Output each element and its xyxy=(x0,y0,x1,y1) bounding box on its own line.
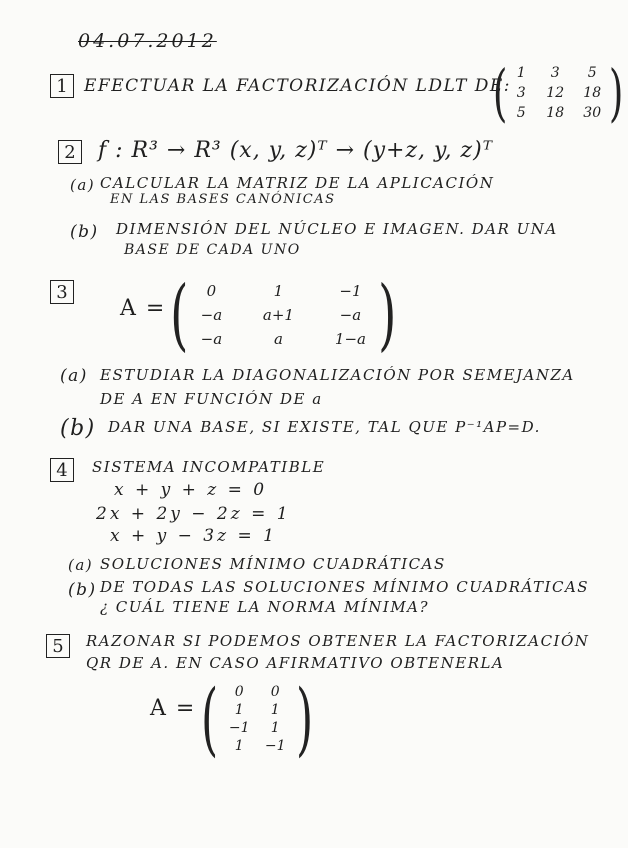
problem-5-number: 5 xyxy=(46,634,70,658)
problem-4-eq1: x + y + z = 0 xyxy=(114,480,268,500)
problem-4-number: 4 xyxy=(50,458,74,482)
matrix-cell: −1 xyxy=(228,719,250,736)
matrix-cell: 30 xyxy=(583,104,602,121)
left-paren: ( xyxy=(170,270,189,360)
matrix-cell: −1 xyxy=(339,282,362,300)
matrix-cell: 0 xyxy=(234,683,244,700)
matrix-cell: 5 xyxy=(587,64,597,81)
matrix-cell: 3 xyxy=(550,64,560,81)
problem-2b-text: DIMENSIÓN DEL NÚCLEO E IMAGEN. DAR UNA xyxy=(116,220,558,238)
problem-2-map: f : R³ → R³ (x, y, z)ᵀ → (y+z, y, z)ᵀ xyxy=(98,138,493,163)
matrix-cell: 18 xyxy=(546,104,565,121)
matrix-cell: a xyxy=(273,330,283,348)
matrix-cell: 0 xyxy=(206,282,217,300)
problem-2-number: 2 xyxy=(58,140,82,164)
matrix-cell: 0 xyxy=(270,683,280,700)
right-paren: ) xyxy=(378,270,397,360)
problem-3-number: 3 xyxy=(50,280,74,304)
matrix-cell: −1 xyxy=(264,737,286,754)
problem-1-matrix xyxy=(488,56,628,129)
left-paren: ( xyxy=(492,56,508,129)
matrix-cell: 1 xyxy=(273,282,284,300)
matrix-cell: 1−a xyxy=(334,330,366,348)
problem-4-eq2: 2x + 2y − 2z = 1 xyxy=(96,504,291,524)
matrix-cell: 3 xyxy=(516,84,526,101)
date: 04.07.2012 xyxy=(78,30,217,52)
problem-3a-text-line2: DE A EN FUNCIÓN DE a xyxy=(100,390,323,408)
matrix-cell: 1 xyxy=(270,719,280,736)
matrix-cell: 1 xyxy=(234,737,244,754)
matrix-cell: 1 xyxy=(234,701,244,718)
problem-3b-text: DAR UNA BASE, SI EXISTE, TAL QUE P⁻¹AP=D. xyxy=(108,418,541,436)
problem-5-text-line2: QR DE A. EN CASO AFIRMATIVO OBTENERLA xyxy=(86,654,505,672)
problem-4b-label: (b) xyxy=(68,580,97,600)
matrix-cell: 1 xyxy=(270,701,280,718)
problem-4b-text-line2: ¿ CUÁL TIENE LA NORMA MÍNIMA? xyxy=(100,598,430,616)
matrix-cell: 1 xyxy=(516,64,526,81)
problem-4-eq3: x + y − 3z = 1 xyxy=(110,526,277,546)
problem-4-title: SISTEMA INCOMPATIBLE xyxy=(92,458,326,476)
problem-1-text: EFECTUAR LA FACTORIZACIÓN LDLT DE: xyxy=(84,76,511,96)
matrix-cell: 18 xyxy=(583,84,602,101)
problem-5-lhs: A = xyxy=(150,696,196,721)
problem-5-text: RAZONAR SI PODEMOS OBTENER LA FACTORIZACIÓN xyxy=(86,632,590,650)
problem-2b-text-line2: BASE DE CADA UNO xyxy=(124,242,301,258)
right-paren: ) xyxy=(609,56,624,129)
problem-2b-label: (b) xyxy=(70,222,99,242)
matrix-cell: −a xyxy=(200,306,223,324)
problem-4a-text: SOLUCIONES MÍNIMO CUADRÁTICAS xyxy=(100,555,446,573)
left-paren: ( xyxy=(201,672,219,765)
problem-3-lhs: A = xyxy=(120,296,166,321)
matrix-cell: a+1 xyxy=(262,306,294,324)
problem-2a-label: (a) xyxy=(70,176,96,194)
problem-4b-text: DE TODAS LAS SOLUCIONES MÍNIMO CUADRÁTICAS xyxy=(100,578,590,596)
matrix-cell: −a xyxy=(339,306,362,324)
problem-3b-label: (b) xyxy=(60,416,96,441)
matrix-cell: −a xyxy=(200,330,223,348)
problem-4a-label: (a) xyxy=(68,556,94,574)
right-paren: ) xyxy=(296,672,314,765)
problem-5-matrix xyxy=(194,672,320,765)
problem-3a-label: (a) xyxy=(60,366,88,386)
matrix-cell: 5 xyxy=(516,104,526,121)
problem-1-number: 1 xyxy=(50,74,74,98)
problem-3-matrix xyxy=(164,270,403,360)
problem-3a-text: ESTUDIAR LA DIAGONALIZACIÓN POR SEMEJANZA xyxy=(100,366,575,384)
problem-2a-text-line2: EN LAS BASES CANÓNICAS xyxy=(110,192,336,207)
problem-2a-text: CALCULAR LA MATRIZ DE LA APLICACIÓN xyxy=(100,174,495,192)
matrix-cell: 12 xyxy=(546,84,565,101)
